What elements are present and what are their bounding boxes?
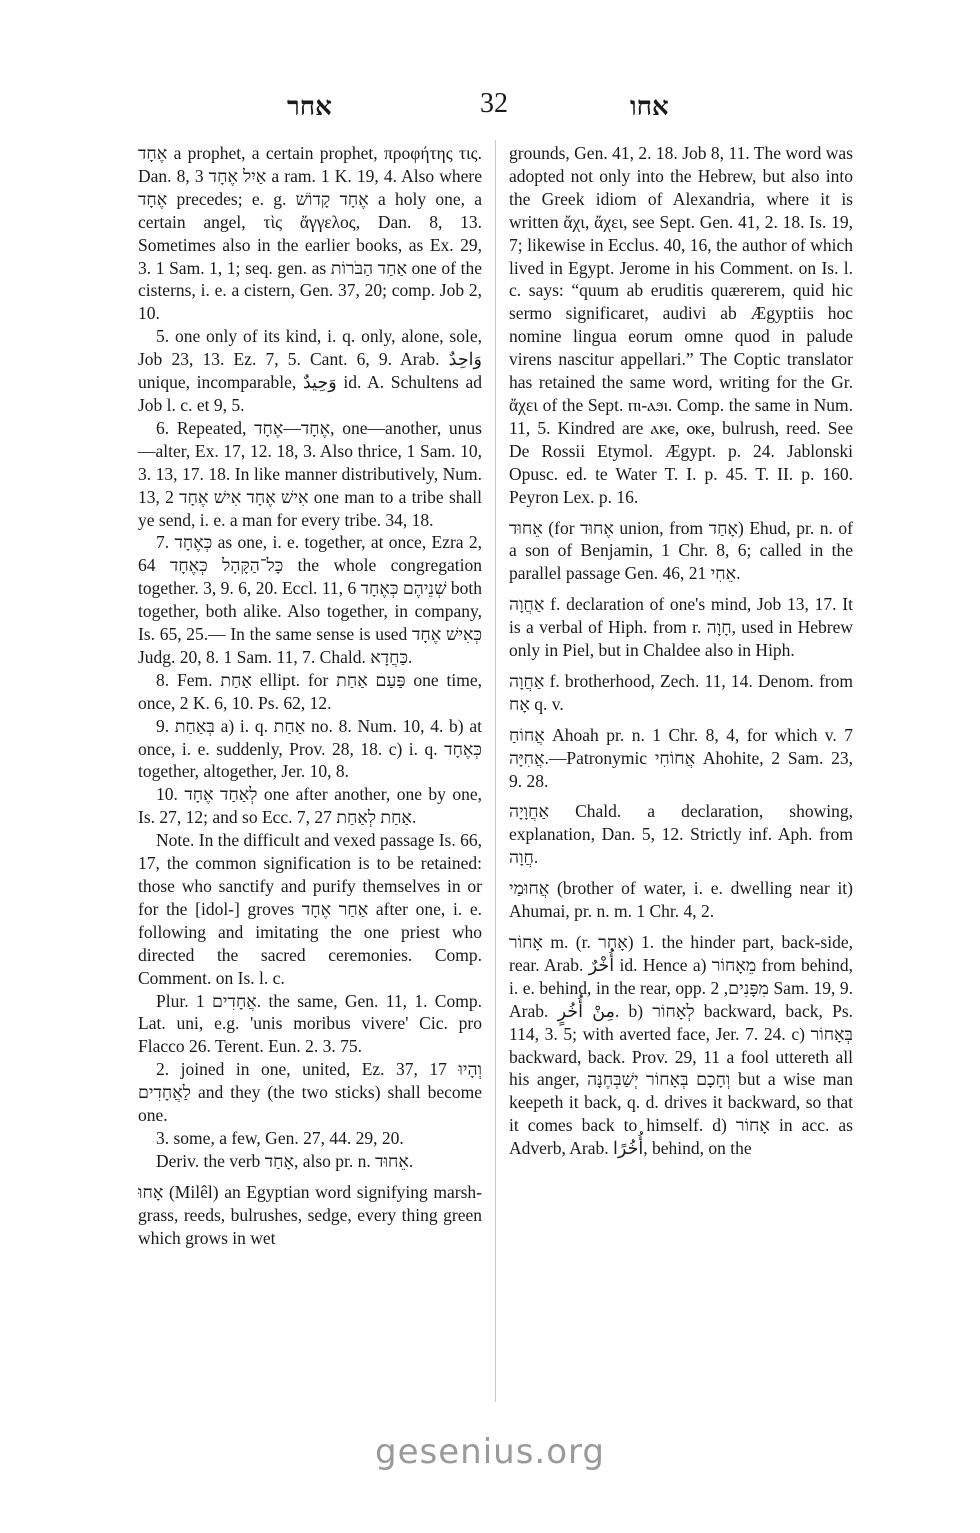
sense-paragraph: 8. Fem. אַחַת ellipt. for פַּעַם אַחַת one time, once, 2 K. 6, 10. Ps. 62, 12. xyxy=(138,669,482,713)
left-column xyxy=(138,142,482,1250)
sense-paragraph: 9. בְּאַחַת a) i. q. אַחַת no. 8. Num. 10, 4. b) at once, i. e. suddenly, Prov. 28, 18. c) i. q. כְּאֶחָד together, altogether, Jer. 10, 8. xyxy=(138,715,482,782)
entry-paragraph: אַחֲוָיָה Chald. a declaration, showing, explanation, Dan. 5, 12. Strictly inf. Aph. from חֲוָה. xyxy=(509,801,853,868)
site-watermark: gesenius.org xyxy=(375,1432,605,1472)
right-catchword: אחו xyxy=(630,92,669,121)
entry-paragraph: אַחֲוָה f. declaration of one's mind, Job 13, 17. It is a verbal of Hiph. from r. חָוָה, used in Hebrew only in Piel, but in Chaldee also in Hiph. xyxy=(509,594,854,661)
column-divider xyxy=(495,140,496,1402)
derivatives-paragraph: Deriv. the verb אָחַד, also pr. n. אֵחוּד. xyxy=(156,1150,414,1171)
entry-continuation: grounds, Gen. 41, 2. 18. Job 8, 11. The word was adopted not only into the Hebrew, but also into the Greek idiom of Alexandria, where it is written ἄχι, ἄχει, see Sept. Gen. 41, 2. 18. Is. 19, 7; likewise in Ecclus. 40, 16, the author of which lived in Egypt. Jerome in his Comment. on Is. l. c. says: “quum ab eruditis quærerem, quid hic sermo significaret, audivi ab Ægyptiis hoc nomine lingua eorum omne quod in palude virens nascitur appellari.” The Coptic translator has retained the same word, writing for the Gr. ἄχει of the Sept. ⲡⲓ-ⲁϧⲓ. Comp. the same in Num. 11, 5. Kindred are ⲁⲕⲉ, ⲟⲕⲉ, bulrush, reed. See De Rossii Etymol. Ægypt. p. 24. Jablonski Opusc. ed. te Water T. I. p. 45. T. II. p. 160. Peyron Lex. p. 16. xyxy=(509,143,853,507)
entry-paragraph: אַחֲוָה f. brotherhood, Zech. 11, 14. Denom. from אָח q. v. xyxy=(509,670,853,714)
left-catchword: אחר xyxy=(287,92,332,121)
plural-paragraph: Plur. אֲחָדִים 1. the same, Gen. 11, 1. Comp. Lat. uni, e.g. 'unis moribus vivere' Cic. pro Flacco 26. Terent. Eun. 2. 3. 75. xyxy=(138,990,482,1057)
sense-paragraph: 5. one only of its kind, i. q. only, alone, sole, Job 23, 13. Ez. 7, 5. Cant. 6, 9. Arab. وَاحِدٌ unique, incomparable, وَحِيدٌ id. A. Schultens ad Job l. c. et 9, 5. xyxy=(138,326,482,415)
page-number: 32 xyxy=(480,88,508,119)
sense-paragraph: 3. some, a few, Gen. 27, 44. 29, 20. xyxy=(156,1127,404,1148)
note-paragraph: Note. In the difficult and vexed passage Is. 66, 17, the common signification is to be retained: those who sanctify and purify themselves in or for the [idol-] groves אַחַר אֶחָד after one, i. e. following and imitating the one priest who directed the sacred ceremonies. Comp. Comment. on Is. l. c. xyxy=(138,830,482,988)
entry-paragraph: אֵחוּד (for אֶחוּד union, from אָחַד) Ehud, pr. n. of a son of Benjamin, 1 Chr. 8, 6; called in the parallel passage Gen. 46, 21 אֵחִי. xyxy=(509,517,853,584)
page-header xyxy=(0,88,980,128)
sense-paragraph: 10. לְאַחַד אֶחָד one after another, one by one, Is. 27, 12; and so Ecc. 7, 27 אַחַת לְאַחַת. xyxy=(138,784,482,828)
entry-paragraph: אֶחָד a prophet, a certain prophet, προφήτης τις. Dan. 8, 3 אַיִל אֶחָד a ram. 1 K. 19, 4. Also where אֶחָד precedes; e. g. אֶחָד קָדוֹשׁ a holy one, a certain angel, τὶς ἄγγελος, Dan. 8, 13. Sometimes also in the earlier books, as Ex. 29, 3. 1 Sam. 1, 1; seq. gen. as אַחַד הַבֹּרוֹת one of the cisterns, i. e. a cistern, Gen. 37, 20; comp. Job 2, 10. xyxy=(138,143,482,324)
sense-paragraph: 2. joined in one, united, Ez. 37, 17 וְהָיוּ לַאֲחָדִים and they (the two sticks) shall become one. xyxy=(138,1059,482,1126)
entry-paragraph: אָחוֹר m. (r. אָחַר) 1. the hinder part, back-side, rear. Arab. أُخْرٌ id. Hence a) מֵאָחוֹר from behind, i. e. behind, in the rear, opp. מִפָּנִים, 2 Sam. 19, 9. Arab. مِنْ أُخُرٍ. b) לְאָחוֹר backward, back, Ps. 114, 3. 5; with averted face, Jer. 7. 24. c) בְּאָחוֹר backward, back. Prov. 29, 11 a fool uttereth all his anger, וְחָכָם בְּאָחוֹר יְשַׁבְּחֶנָּה but a wise man keepeth it back, q. d. drives it backward, so that it comes back to himself. d) אָחוֹר in acc. as Adverb, Arab. أُخُرًا, behind, on the xyxy=(509,932,854,1159)
right-column xyxy=(509,142,853,1160)
entry-paragraph: אֲחוּמַי (brother of water, i. e. dwelling near it) Ahumai, pr. n. m. 1 Chr. 4, 2. xyxy=(509,878,853,922)
entry-paragraph: אָחוּ (Milêl) an Egyptian word signifying marsh-grass, reeds, bulrushes, sedge, every thing green which grows in wet xyxy=(138,1181,482,1248)
sense-paragraph: 7. כְּאֶחָד as one, i. e. together, at once, Ezra 2, 64 כָּל־הַקָּהָל כְּאֶחָד the whole congregation together. 3, 9. 6, 20. Eccl. 11, 6 שְׁנֵיהֶם כְּאֶחָד both together, both alike. Also together, in company, Is. 65, 25.— In the same sense is used כְּאִישׁ אֶחָד Judg. 20, 8. 1 Sam. 11, 7. Chald. כַּחֲדָא. xyxy=(138,532,483,667)
entry-paragraph: אֲחוֹחַ Ahoah pr. n. 1 Chr. 8, 4, for which v. 7 אֲחִיָּה.—Patronymic אֲחוֹחִי Ahohite, 2 Sam. 23, 9. 28. xyxy=(509,724,853,791)
sense-paragraph: 6. Repeated, אֶחָד—אֶחָד, one—another, unus—alter, Ex. 17, 12. 18, 3. Also thrice, 1 Sam. 10, 3. 13, 17. 18. In like manner distributively, Num. 13, 2 אִישׁ אֶחָד אִישׁ אֶחָד one man to a tribe shall ye send, i. e. a man for every tribe. 34, 18. xyxy=(138,417,483,530)
